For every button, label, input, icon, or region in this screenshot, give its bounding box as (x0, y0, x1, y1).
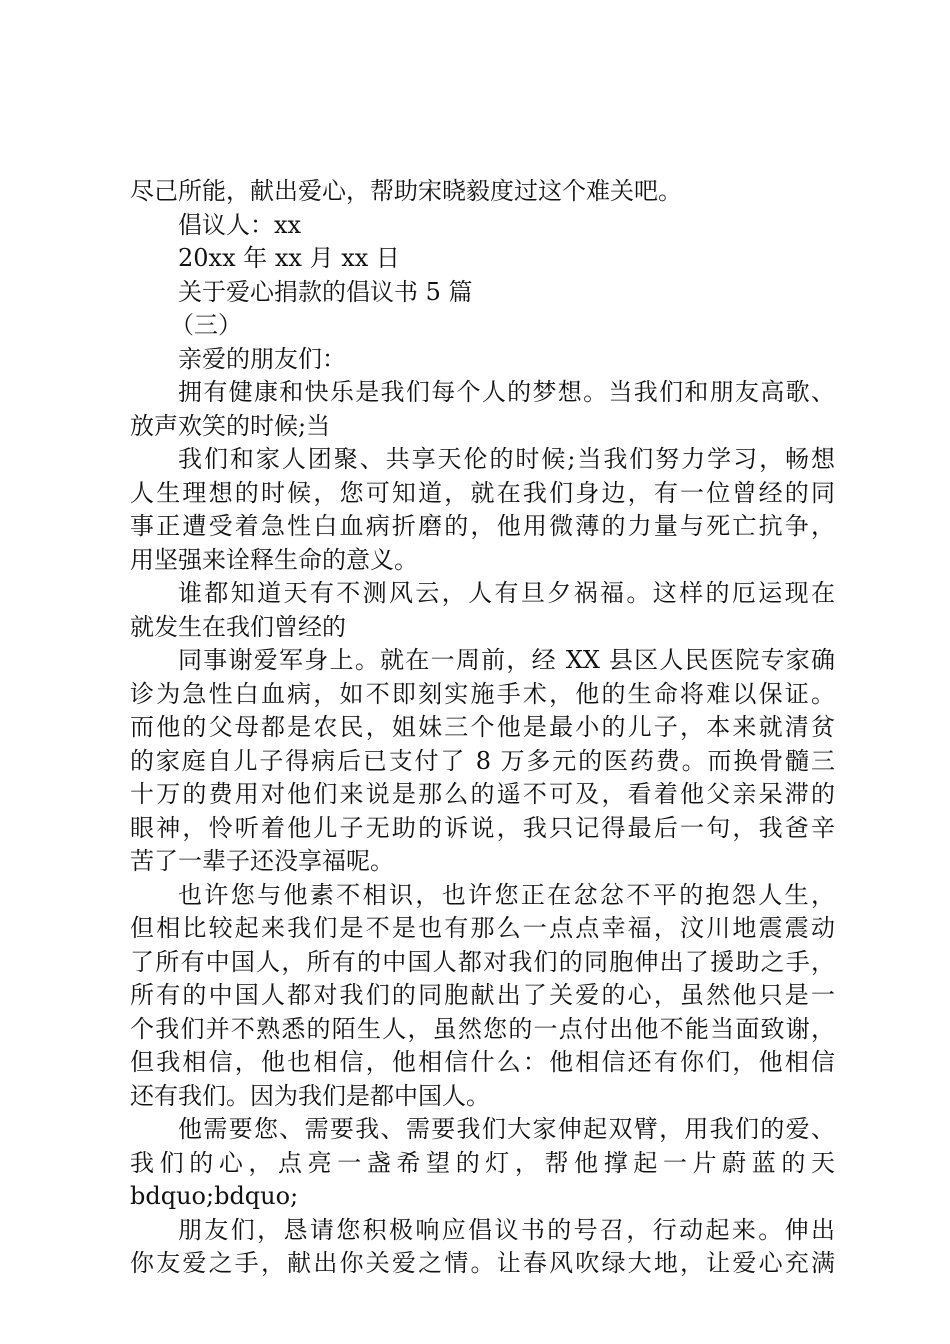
paragraph-line: 而他的父母都是农民，姐妹三个他是最小的儿子，本来就清贫 (130, 713, 835, 741)
paragraph-line: 就发生在我们曾经的 (130, 612, 346, 641)
date-line: 20xx 年 xx 月 xx 日 (178, 244, 400, 272)
document-body (130, 175, 835, 1281)
paragraph-line: 但我相信，他也相信，他相信什么：他相信还有你们，他相信 (130, 1048, 835, 1076)
paragraph-line: 朋友们，恳请您积极响应倡议书的号召，行动起来。伸出 (178, 1215, 835, 1244)
paragraph-line: 你友爱之手，献出你关爱之情。让春风吹绿大地，让爱心充满 (130, 1249, 835, 1277)
paragraph-line: 他需要您、需要我、需要我们大家伸起双臂，用我们的爱、 (178, 1115, 835, 1143)
paragraph-line: 所有的中国人都对我们的同胞献出了关爱的心，虽然他只是一 (130, 981, 835, 1009)
paragraph-line: 我们的心，点亮一盏希望的灯，帮他撑起一片蔚蓝的天 (130, 1148, 835, 1177)
paragraph-line: 眼神，怜听着他儿子无助的诉说，我只记得最后一句，我爸辛 (130, 813, 835, 842)
section-title: 关于爱心捐款的倡议书 5 篇 (178, 277, 473, 306)
paragraph-line: 苦了一辈子还没享福呢。 (130, 847, 394, 875)
paragraph-line: 个我们并不熟悉的陌生人，虽然您的一点付出他不能当面致谢， (130, 1014, 835, 1043)
paragraph-line: 人生理想的时候，您可知道，就在我们身边，有一位曾经的同 (130, 478, 835, 507)
paragraph-line: 也许您与他素不相识，也许您正在忿忿不平的抱怨人生， (178, 880, 835, 909)
paragraph-line: 还有我们。因为我们是都中国人。 (130, 1081, 490, 1110)
text-line: 尽己所能，献出爱心，帮助宋晓毅度过这个难关吧。 (130, 177, 682, 205)
section-number: （三） (170, 311, 242, 339)
paragraph-line: 拥有健康和快乐是我们每个人的梦想。当我们和朋友高歌、 (178, 378, 835, 406)
signer-line: 倡议人：xx (178, 210, 302, 239)
paragraph-line: 事正遭受着急性白血病折磨的，他用微薄的力量与死亡抗争， (130, 512, 835, 540)
paragraph-line: 放声欢笑的时候;当 (130, 411, 331, 440)
paragraph-line: 我们和家人团聚、共享天伦的时候;当我们努力学习，畅想 (178, 445, 835, 473)
paragraph-line: 用坚强来诠释生命的意义。 (130, 545, 418, 574)
paragraph-line: bdquo;bdquo; (130, 1182, 299, 1210)
paragraph-line: 的家庭自儿子得病后已支付了 8 万多元的医药费。而换骨髓三 (130, 746, 835, 775)
paragraph-line: 了所有中国人，所有的中国人都对我们的同胞伸出了援助之手， (130, 947, 835, 976)
paragraph-line: 但相比较起来我们是不是也有那么一点点幸福，汶川地震震动 (130, 914, 835, 942)
paragraph-line: 谁都知道天有不测风云，人有旦夕祸福。这样的厄运现在 (178, 579, 835, 607)
paragraph-line: 同事谢爱军身上。就在一周前，经 XX 县区人民医院专家确 (178, 646, 835, 674)
salutation: 亲爱的朋友们： (178, 344, 346, 373)
paragraph-line: 诊为急性白血病，如不即刻实施手术，他的生命将难以保证。 (130, 679, 835, 708)
paragraph-line: 十万的费用对他们来说是那么的遥不可及，看着他父亲呆滞的 (130, 780, 835, 808)
